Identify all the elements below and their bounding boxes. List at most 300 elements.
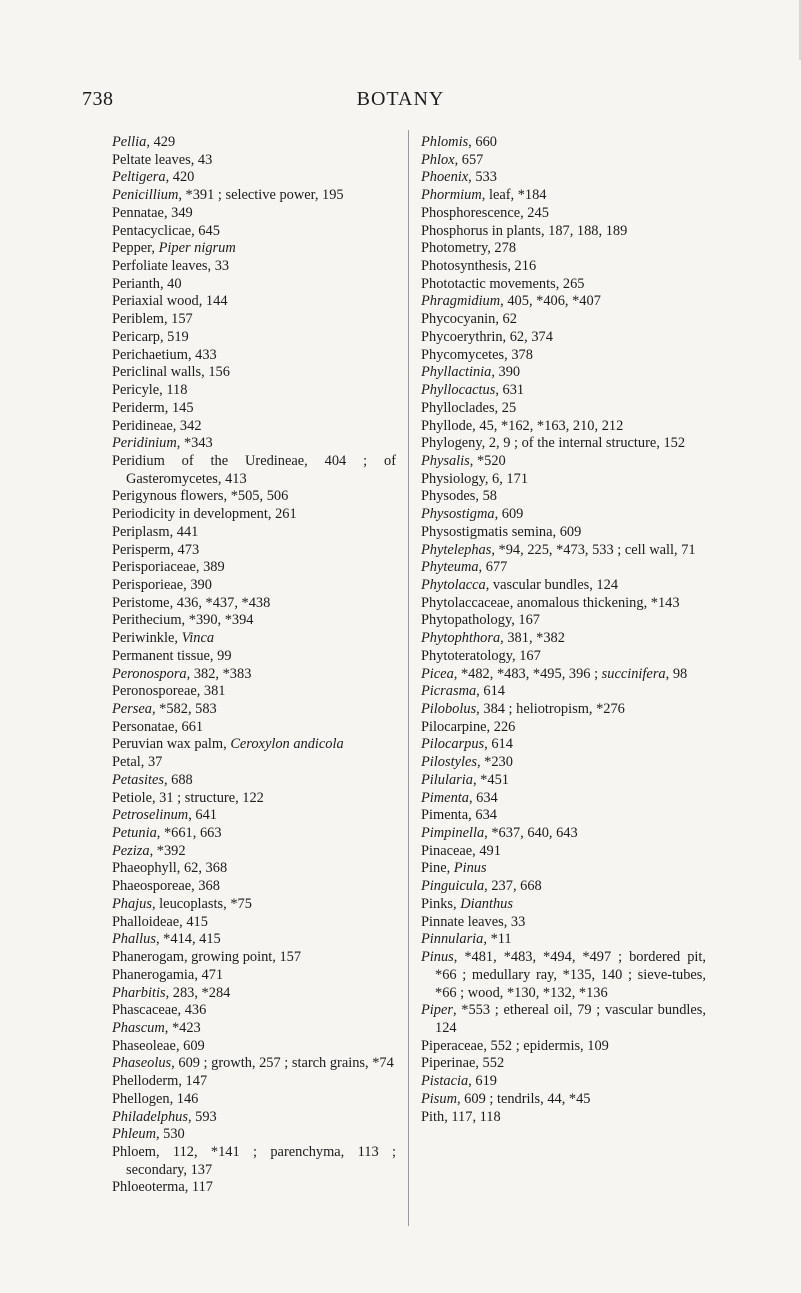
entry-headword: Perichaetium: [112, 346, 188, 363]
index-entry: [112, 790, 396, 808]
entry-headword: Perisporieae: [112, 576, 184, 593]
entry-headword: Pimenta: [421, 789, 469, 806]
entry-references: , *390, *394: [181, 612, 254, 629]
index-entry: [421, 311, 706, 329]
index-entry: [421, 134, 706, 152]
entry-cross-reference: succinifera: [601, 665, 666, 682]
index-entry: [112, 524, 396, 542]
index-entry: [112, 896, 396, 914]
entry-headword: Periwinkle: [112, 630, 175, 647]
entry-references: , 167: [512, 647, 541, 664]
entry-cross-reference: Vinca: [181, 630, 215, 647]
entry-references: , 609: [494, 506, 524, 523]
entry-headword: Physodes: [421, 488, 476, 505]
index-entry: [421, 364, 706, 382]
entry-references: , *343: [176, 435, 213, 452]
entry-headword: Phaeosporeae: [112, 878, 192, 895]
index-entry: [112, 630, 396, 648]
entry-headword: Phylogeny: [421, 435, 482, 452]
entry-headword: Peronosporeae: [112, 683, 197, 700]
index-entry: [112, 1020, 396, 1038]
entry-headword: Picrasma: [421, 683, 477, 700]
index-entry: [112, 985, 396, 1003]
index-entry: [112, 506, 396, 524]
entry-references: , 45, *162, *163, 210, 212: [472, 417, 624, 434]
entry-references: ,: [174, 630, 182, 647]
index-entry: [112, 648, 396, 666]
entry-references: , *230: [476, 754, 513, 771]
index-entry: [112, 860, 396, 878]
entry-headword: Pharbitis: [112, 984, 166, 1001]
entry-headword: Petal: [112, 754, 141, 771]
entry-references: , 420: [165, 169, 195, 186]
entry-references: , 368: [191, 878, 220, 895]
index-entry: [421, 843, 706, 861]
entry-headword: Pilostyles: [421, 754, 477, 771]
index-entry: [112, 683, 396, 701]
entry-headword: Pimpinella: [421, 825, 485, 842]
index-entry: [421, 276, 706, 294]
entry-headword: Phascaceae: [112, 1002, 178, 1019]
entry-headword: Photosynthesis: [421, 258, 508, 275]
entry-headword: Pinaceae: [421, 842, 473, 859]
index-entry: [112, 559, 396, 577]
index-entry: [112, 612, 396, 630]
index-entry: [421, 506, 706, 524]
entry-headword: Perisperm: [112, 541, 171, 558]
index-entry: [112, 772, 396, 790]
index-entry: [421, 382, 706, 400]
entry-headword: Permanent tissue: [112, 647, 210, 664]
entry-headword: Phoenix: [421, 169, 469, 186]
entry-references: , 471: [194, 966, 224, 983]
entry-headword: Periblem: [112, 311, 164, 328]
index-entry: [421, 878, 706, 896]
entry-references: , 283, *284: [165, 984, 231, 1001]
entry-references: , 634: [468, 807, 497, 824]
entry-references: , 33: [207, 258, 230, 275]
entry-references: , 645: [191, 222, 220, 239]
index-entry: [112, 1126, 396, 1144]
entry-references: , 216: [507, 258, 537, 275]
entry-references: , 405, *406, *407: [500, 293, 601, 310]
index-entry: [421, 258, 706, 276]
index-entry: [421, 719, 706, 737]
entry-headword: Phytophthora: [421, 630, 501, 647]
entry-references: , 381: [196, 683, 226, 700]
entry-references: , 661: [174, 718, 204, 735]
index-entry: [112, 1109, 396, 1127]
entry-references: , 519: [159, 328, 189, 345]
entry-headword: Pericarp: [112, 328, 160, 345]
index-entry: [421, 418, 706, 436]
entry-headword: Physalis: [421, 452, 470, 469]
entry-references: , *11: [483, 931, 512, 948]
entry-references: , 609 ; tendrils, 44, *45: [456, 1090, 591, 1107]
entry-headword: Pimenta: [421, 807, 469, 824]
entry-references: , *482, *483, *495, 396 ;: [453, 665, 602, 682]
entry-references: , *520: [469, 452, 506, 469]
entry-references: , 552: [475, 1055, 505, 1072]
entry-references: , 384 ; heliotropism, *276: [476, 701, 625, 717]
index-entry: [421, 683, 706, 701]
entry-headword: Perianth: [112, 275, 160, 292]
entry-headword: Phytelephas: [421, 541, 492, 558]
entry-references: , 429: [146, 134, 176, 150]
index-entry: [112, 736, 396, 754]
entry-headword: Periaxial wood: [112, 293, 199, 310]
entry-headword: Philadelphus: [112, 1108, 188, 1125]
index-entry: [421, 453, 706, 471]
index-entry: [421, 772, 706, 790]
entry-references: , 261: [267, 506, 297, 523]
entry-headword: Perithecium: [112, 612, 182, 629]
index-entry: [421, 1073, 706, 1091]
entry-references: , 390: [183, 576, 212, 593]
entry-headword: Periclinal walls: [112, 364, 202, 381]
entry-references: , *582, 583: [151, 701, 217, 717]
entry-references: , 436: [177, 1002, 207, 1019]
index-entry: [421, 223, 706, 241]
entry-references: , 118: [159, 382, 188, 399]
entry-headword: Periplasm: [112, 523, 170, 540]
entry-references: , growing point, 157: [183, 949, 302, 966]
entry-cross-reference: Piper nigrum: [158, 240, 236, 257]
entry-headword: Petiole: [112, 789, 152, 806]
entry-references: , *423: [164, 1019, 201, 1036]
index-entry: [421, 400, 706, 418]
entry-headword: Phormium: [421, 187, 482, 204]
entry-headword: Pith: [421, 1108, 445, 1125]
entry-headword: Phlox: [421, 151, 455, 168]
entry-references: , 433: [187, 346, 217, 363]
entry-references: , 167: [511, 612, 540, 629]
index-entry: [421, 152, 706, 170]
index-entry: [421, 1055, 706, 1073]
entry-references: , leaf, *184: [481, 187, 547, 204]
entry-references: , 146: [169, 1090, 199, 1107]
index-entry: [112, 152, 396, 170]
entry-headword: Photometry: [421, 240, 488, 257]
entry-references: , *553 ; ethereal oil, 79 ; vascular bundles, 124: [435, 1002, 706, 1036]
entry-references: , 187, 188, 189: [540, 222, 628, 239]
entry-references: , *481, *483, *494, *497 ; bordered pit, *66 ; medullary ray, *135, 140 ; sieve-tubes, *66 ; wood, *130, *132, *136: [435, 949, 706, 1001]
entry-references: , *414, 415: [155, 931, 221, 948]
entry-references: , 226: [486, 718, 516, 735]
entry-references: , *94, 225, *473, 533 ; cell wall, 71: [491, 541, 696, 558]
index-entry: [421, 542, 706, 560]
entry-headword: Peridinium: [112, 435, 177, 452]
index-entry: [112, 169, 396, 187]
entry-references: ,: [453, 895, 461, 912]
index-entry: [421, 559, 706, 577]
entry-headword: Pine: [421, 860, 447, 877]
entry-headword: Penicillium: [112, 187, 179, 204]
index-entry: [112, 187, 396, 205]
entry-references: , *505, 506: [223, 488, 289, 505]
index-entry: [421, 790, 706, 808]
index-entry: [421, 1091, 706, 1109]
entry-references: , 99: [209, 647, 232, 664]
entry-headword: Peridium: [112, 452, 165, 469]
entry-references: , 156: [201, 364, 230, 381]
entry-headword: Pilularia: [421, 771, 473, 788]
entry-cross-reference: Ceroxylon andicola: [230, 736, 344, 753]
page-number: 738: [82, 88, 114, 110]
entry-headword: Pinnate leaves: [421, 913, 504, 930]
entry-references: , 157: [163, 311, 193, 328]
index-entry: [421, 754, 706, 772]
page-header: [0, 88, 801, 114]
index-entry: [421, 524, 706, 542]
index-entry: [112, 240, 396, 258]
entry-references: , 144: [198, 293, 228, 310]
index-entry: [112, 223, 396, 241]
entry-headword: Piperinae: [421, 1055, 476, 1072]
index-entry: [421, 1109, 706, 1127]
entry-headword: Phyllode: [421, 417, 473, 434]
entry-headword: Peltigera: [112, 169, 166, 186]
entry-references: , 491: [472, 842, 501, 859]
entry-references: , 43: [190, 151, 213, 168]
index-entry: [421, 329, 706, 347]
entry-references: , leucoplasts, *75: [151, 895, 252, 912]
index-entry: [421, 701, 706, 719]
entry-references: , 31 ; structure, 122: [151, 789, 264, 806]
entry-references: , 677: [478, 559, 508, 576]
index-entry: [421, 825, 706, 843]
entry-references: , 117, 118: [444, 1108, 501, 1125]
entry-references: , 2, 9 ; of the internal structure, 152: [481, 435, 686, 452]
entry-headword: Pinus: [421, 949, 454, 966]
entry-headword: Peridineae: [112, 417, 173, 434]
entry-cross-reference: Pinus: [453, 860, 487, 877]
entry-references: , 436, *437, *438: [169, 594, 271, 611]
entry-references: , 634: [468, 789, 498, 806]
index-entry: [421, 347, 706, 365]
index-entry: [421, 1038, 706, 1056]
entry-headword: Phalloideae: [112, 913, 180, 930]
entry-references: , *391 ; selective power, 195: [178, 187, 344, 204]
entry-headword: Phytolaccaceae: [421, 594, 510, 611]
index-entry: [421, 240, 706, 258]
entry-references: , 112, *141 ; parenchyma, 113 ; secondary, 137: [126, 1143, 396, 1178]
entry-headword: Persea: [112, 701, 152, 717]
entry-headword: Pisum: [421, 1090, 457, 1107]
entry-headword: Peltate leaves: [112, 151, 191, 168]
entry-references: , 688: [163, 771, 193, 788]
entry-references: , 631: [495, 382, 525, 399]
running-head: BOTANY: [356, 88, 445, 110]
entry-references: , 533: [468, 169, 497, 186]
index-entry: [112, 382, 396, 400]
entry-references: , 117: [184, 1179, 213, 1196]
index-entry: [421, 293, 706, 311]
entry-references: , 609: [552, 523, 582, 540]
entry-references: , 619: [468, 1073, 497, 1090]
entry-headword: Pistacia: [421, 1073, 469, 1090]
entry-headword: Phleum: [112, 1126, 156, 1143]
index-entry: [421, 595, 706, 613]
index-entry: [112, 258, 396, 276]
entry-headword: Phellogen: [112, 1090, 170, 1107]
entry-headword: Phloem: [112, 1143, 156, 1160]
entry-headword: Pilocarpus: [421, 736, 485, 753]
index-entry: [112, 577, 396, 595]
index-entry: [112, 134, 396, 152]
entry-headword: Perigynous flowers: [112, 488, 224, 505]
entry-references: , 552 ; epidermis, 109: [483, 1037, 609, 1054]
index-entry: [112, 1144, 396, 1179]
entry-references: , *451: [472, 771, 509, 788]
entry-references: ,: [151, 240, 159, 257]
entry-references: , anomalous thickening, *143: [509, 594, 680, 611]
entry-references: , 390: [491, 364, 521, 381]
entry-headword: Phloeoterma: [112, 1179, 185, 1196]
entry-headword: Periodicity in development: [112, 506, 268, 523]
entry-headword: Pilobolus: [421, 701, 477, 717]
entry-headword: Petasites: [112, 771, 164, 788]
entry-headword: Phycocyanin: [421, 311, 496, 328]
index-entry: [112, 949, 396, 967]
entry-references: , 349: [163, 204, 193, 221]
entry-headword: Pericyle: [112, 382, 160, 399]
entry-references: , 641: [188, 807, 217, 824]
index-entry: [421, 187, 706, 205]
entry-references: , vascular bundles, 124: [485, 576, 619, 593]
index-entry: [421, 666, 706, 684]
entry-references: , 25: [494, 399, 517, 416]
index-entry: [112, 1073, 396, 1091]
index-entry: [112, 435, 396, 453]
entry-references: , 245: [520, 204, 549, 221]
entry-headword: Phaeophyll: [112, 860, 177, 877]
entry-headword: Phelloderm: [112, 1073, 179, 1090]
index-entry: [112, 719, 396, 737]
entry-headword: Phallus: [112, 931, 156, 948]
index-entry: [112, 1002, 396, 1020]
entry-references: , 145: [164, 399, 194, 416]
entry-headword: Phycomycetes: [421, 346, 505, 363]
index-entry: [112, 418, 396, 436]
entry-references: of the Uredineae, 404 ; of Gasteromycetes, 413: [126, 452, 396, 487]
entry-references: , 614: [476, 683, 505, 700]
entry-headword: Phyllactinia: [421, 364, 492, 381]
index-entry: [112, 666, 396, 684]
entry-references: , 62: [495, 311, 517, 328]
entry-headword: Phycoerythrin: [421, 328, 503, 345]
entry-references: , *661, 663: [156, 825, 222, 842]
entry-headword: Phyllocactus: [421, 382, 496, 399]
entry-headword: Phascum: [112, 1019, 165, 1036]
entry-references: , 389: [195, 559, 225, 576]
index-entry: [421, 1002, 706, 1037]
index-entry: [421, 860, 706, 878]
index-entry: [421, 914, 706, 932]
entry-references: , 37: [140, 754, 163, 771]
index-entry: [112, 1091, 396, 1109]
index-entry: [112, 878, 396, 896]
entry-headword: Petroselinum: [112, 807, 189, 824]
entry-headword: Petunia: [112, 825, 157, 842]
entry-headword: Pennatae: [112, 204, 164, 221]
entry-references: , 378: [504, 346, 533, 363]
index-entry: [112, 400, 396, 418]
entry-references: , 609 ; growth, 257 ; starch grains, *74: [171, 1055, 394, 1072]
index-entry: [421, 949, 706, 1002]
entry-references: ,: [446, 860, 454, 877]
index-entry: [421, 471, 706, 489]
index-entry: [112, 595, 396, 613]
index-entry: [112, 701, 396, 719]
index-entry: [421, 648, 706, 666]
entry-references: , 342: [172, 417, 202, 434]
index-entry: [112, 293, 396, 311]
index-entry: [112, 1038, 396, 1056]
index-entry: [421, 435, 706, 453]
entry-references: , 265: [555, 275, 585, 292]
index-entry: [112, 825, 396, 843]
entry-references: , 382, *383: [186, 665, 252, 682]
entry-references: , 660: [468, 134, 497, 150]
entry-references: , 33: [503, 913, 526, 930]
index-entry: [112, 843, 396, 861]
entry-references: , *392: [149, 842, 186, 859]
entry-headword: Physostigmatis semina: [421, 523, 553, 540]
entry-references: , 657: [454, 151, 484, 168]
entry-headword: Pepper: [112, 240, 152, 257]
entry-references: , 58: [475, 488, 497, 505]
entry-headword: Physostigma: [421, 506, 495, 523]
entry-headword: Phajus: [112, 895, 152, 912]
entry-headword: Pinnularia: [421, 931, 484, 948]
entry-headword: Phylloclades: [421, 399, 495, 416]
entry-references: , 381, *382: [500, 630, 565, 647]
entry-references: , 530: [155, 1126, 185, 1143]
entry-headword: Phototactic movements: [421, 275, 556, 292]
entry-headword: Periderm: [112, 399, 165, 416]
index-entry: [112, 931, 396, 949]
entry-headword: Peziza: [112, 842, 150, 859]
entry-references: , 415: [179, 913, 208, 930]
entry-references: , 40: [159, 275, 182, 292]
entry-headword: Phlomis: [421, 134, 469, 150]
index-entry: [421, 169, 706, 187]
index-entry: [112, 1055, 396, 1073]
entry-references: , 614: [484, 736, 513, 753]
entry-headword: Phytoteratology: [421, 647, 512, 664]
entry-headword: Picea: [421, 665, 454, 682]
index-entry: [421, 807, 706, 825]
entry-references: ,: [223, 736, 231, 753]
index-entry: [421, 736, 706, 754]
entry-references: , 609: [175, 1037, 205, 1054]
index-entry: [421, 488, 706, 506]
index-column-left: [112, 134, 396, 1197]
index-entry: [112, 364, 396, 382]
index-column-right: [421, 134, 706, 1126]
entry-headword: Phosphorescence: [421, 204, 521, 221]
entry-references: , 62, 374: [502, 328, 553, 345]
index-entry: [421, 577, 706, 595]
entry-headword: Peronospora: [112, 665, 187, 682]
entry-headword: Perisporiaceae: [112, 559, 196, 576]
entry-references: , 441: [169, 523, 199, 540]
entry-headword: Pinguicula: [421, 878, 485, 895]
entry-headword: Perfoliate leaves: [112, 258, 208, 275]
index-entry: [112, 205, 396, 223]
entry-references: , 62, 368: [176, 860, 228, 877]
